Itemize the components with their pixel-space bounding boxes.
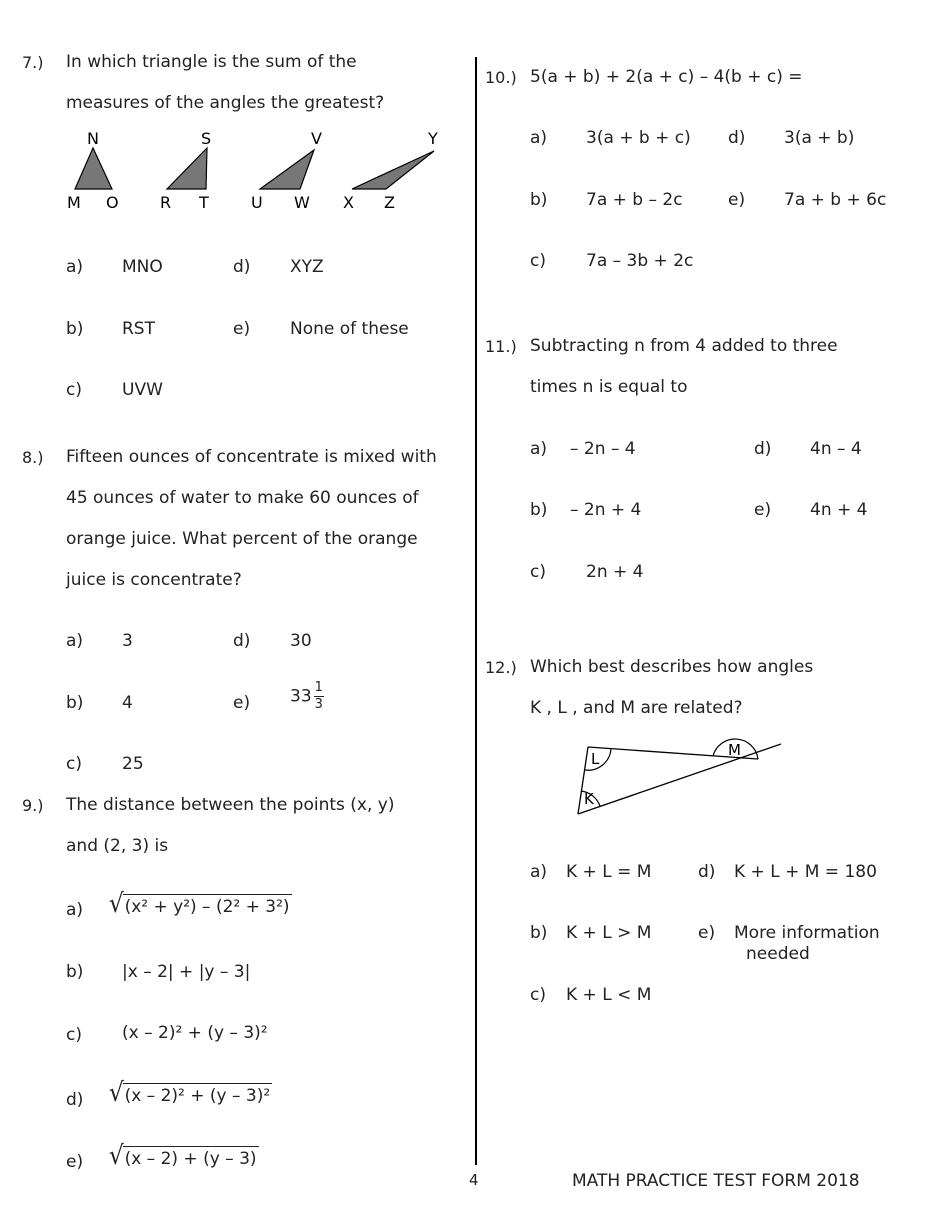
choice-text[interactable]: 7a + b – 2c [586,190,683,210]
question-text: K , L , and M are related? [530,698,743,718]
choice-letter[interactable]: e) [698,923,716,943]
question-text: Subtracting n from 4 added to three [530,336,838,356]
question-text: orange juice. What percent of the orange [66,529,418,549]
choice-text[interactable]: 3(a + b + c) [586,128,691,148]
choice-text[interactable]: K + L + M = 180 [734,862,877,882]
choice-letter[interactable]: b) [66,693,84,713]
choice-letter[interactable]: e) [754,500,772,520]
vertex-label: N [87,129,99,148]
sqrt-icon: √ [108,1141,124,1171]
choice-text[interactable]: K + L = M [566,862,652,882]
vertex-label: R [160,193,172,212]
choice-letter[interactable]: a) [530,128,548,148]
choice-text[interactable]: UVW [122,380,163,400]
choice-text[interactable]: 3 [122,631,133,651]
fraction [314,680,324,713]
vertex-label: V [311,129,322,148]
choice-letter[interactable]: a) [530,862,548,882]
question-text: 5(a + b) + 2(a + c) – 4(b + c) = [530,67,803,87]
triangle-xyz [352,151,434,189]
choice-text-mixed-number[interactable] [290,680,324,713]
choice-text[interactable]: 2n + 4 [586,562,644,582]
sqrt-icon: √ [108,1078,124,1108]
choice-letter[interactable]: b) [66,962,84,982]
choice-text[interactable]: 4n + 4 [810,500,868,520]
choice-text[interactable]: RST [122,319,155,339]
choice-text[interactable]: 25 [122,754,144,774]
choice-text[interactable]: MNO [122,257,163,277]
radicand: (x – 2) + (y – 3) [123,1146,259,1169]
angle-label: M [728,741,741,759]
choice-text[interactable]: XYZ [290,257,324,277]
choice-radical[interactable] [108,1080,272,1106]
question-text: times n is equal to [530,377,688,397]
radicand: (x² + y²) – (2² + 3²) [123,894,292,917]
choice-letter[interactable]: d) [754,439,772,459]
choice-letter[interactable]: b) [530,923,548,943]
choice-radical[interactable] [108,891,292,917]
vertex-label: X [343,193,354,212]
choice-letter[interactable]: b) [530,500,548,520]
choice-letter[interactable]: a) [66,631,84,651]
choice-text[interactable]: (x – 2)² + (y – 3)² [122,1023,268,1043]
choice-letter[interactable]: e) [728,190,746,210]
angle-label: L [591,750,600,768]
choice-letter[interactable]: a) [66,900,84,920]
choice-letter[interactable]: c) [530,985,546,1005]
choice-text[interactable]: 4n – 4 [810,439,862,459]
choice-text[interactable]: K + L > M [566,923,652,943]
triangle-uvw [260,150,314,189]
choice-text[interactable]: 30 [290,631,312,651]
numerator: 1 [314,680,323,695]
choice-text[interactable]: 7a + b + 6c [784,190,887,210]
choice-letter[interactable]: c) [66,754,82,774]
denominator: 3 [314,697,323,712]
choice-letter[interactable]: c) [530,251,546,271]
choice-letter[interactable]: b) [530,190,548,210]
angle-label: K [584,790,594,808]
choice-text[interactable]: – 2n + 4 [570,500,642,520]
sqrt-icon: √ [108,889,124,919]
question-number: 9.) [22,796,44,815]
question-number: 11.) [485,337,517,356]
question-text: In which triangle is the sum of the [66,52,357,72]
triangles-figure [0,0,470,230]
choice-text[interactable]: More information [734,923,880,943]
question-text: measures of the angles the greatest? [66,93,385,113]
question-number: 10.) [485,68,517,87]
triangle-rst [167,148,207,189]
choice-letter[interactable]: d) [66,1090,84,1110]
page-number: 4 [469,1171,479,1189]
question-text: The distance between the points (x, y) [66,795,395,815]
choice-text[interactable]: – 2n – 4 [570,439,636,459]
choice-letter[interactable]: c) [66,1025,82,1045]
choice-text[interactable]: 3(a + b) [784,128,855,148]
choice-letter[interactable]: e) [233,319,251,339]
vertex-label: T [199,193,209,212]
angles-figure [560,730,800,830]
choice-letter[interactable]: e) [233,693,251,713]
question-text: juice is concentrate? [66,570,242,590]
choice-text[interactable]: |x – 2| + |y – 3| [122,962,251,982]
vertex-label: Z [384,193,395,212]
question-number: 8.) [22,448,44,467]
question-text: Fifteen ounces of concentrate is mixed with [66,447,437,467]
vertex-label: O [106,193,119,212]
vertex-label: W [294,193,310,212]
choice-text[interactable]: K + L < M [566,985,652,1005]
choice-letter[interactable]: d) [728,128,746,148]
choice-letter[interactable]: d) [233,631,251,651]
choice-text[interactable]: 4 [122,693,133,713]
choice-text[interactable]: None of these [290,319,409,339]
question-text: 45 ounces of water to make 60 ounces of [66,488,419,508]
choice-letter[interactable]: a) [530,439,548,459]
column-divider [475,57,477,1165]
choice-letter[interactable]: c) [530,562,546,582]
question-text: Which best describes how angles [530,657,814,677]
triangle-mno [75,148,112,189]
question-text: and (2, 3) is [66,836,169,856]
choice-text[interactable]: needed [746,944,810,964]
choice-text[interactable]: 7a – 3b + 2c [586,251,694,271]
choice-radical[interactable] [108,1143,259,1169]
choice-letter[interactable]: d) [233,257,251,277]
choice-letter[interactable]: e) [66,1152,84,1172]
choice-letter[interactable]: a) [66,257,84,277]
vertex-label: M [67,193,81,212]
vertex-label: Y [428,129,438,148]
vertex-label: U [251,193,263,212]
choice-letter[interactable]: c) [66,380,82,400]
vertex-label: S [201,129,212,148]
radicand: (x – 2)² + (y – 3)² [123,1083,273,1106]
question-number: 12.) [485,658,517,677]
footer-title: MATH PRACTICE TEST FORM 2018 [572,1171,860,1191]
choice-letter[interactable]: b) [66,319,84,339]
whole-part: 33 [290,686,312,707]
question-number: 7.) [22,53,44,72]
choice-letter[interactable]: d) [698,862,716,882]
